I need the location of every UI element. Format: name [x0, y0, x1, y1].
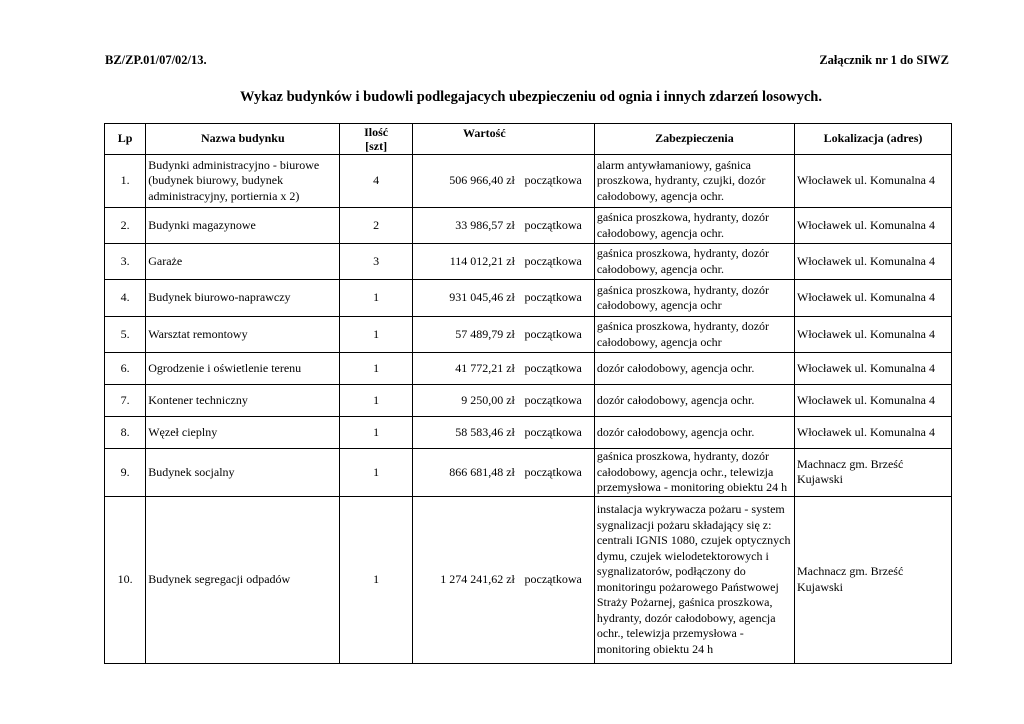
cell-value: 931 045,46 zł [412, 280, 518, 317]
col-header-name: Nazwa budynku [146, 124, 340, 155]
table-row [105, 385, 952, 417]
buildings-table [104, 123, 952, 664]
cell-location: Włocławek ul. Komunalna 4 [795, 417, 952, 449]
cell-location: Machnacz gm. Brześć Kujawski [795, 449, 952, 497]
cell-security: gaśnica proszkowa, hydranty, dozór całodobowy, agencja ochr [594, 317, 794, 353]
cell-value: 58 583,46 zł [412, 417, 518, 449]
cell-qty: 2 [340, 208, 412, 244]
cell-security: gaśnica proszkowa, hydranty, dozór całodobowy, agencja ochr. [594, 208, 794, 244]
cell-value: 506 966,40 zł [412, 155, 518, 208]
document-reference: BZ/ZP.01/07/02/13. [105, 53, 207, 67]
cell-security: dozór całodobowy, agencja ochr. [594, 353, 794, 385]
cell-value-type: początkowa [518, 317, 594, 353]
table-row [105, 317, 952, 353]
cell-name: Budynek segregacji odpadów [146, 496, 340, 663]
cell-qty: 1 [340, 449, 412, 497]
cell-security: instalacja wykrywacza pożaru - system sygnalizacji pożaru składający się z: centrali IGNIS 1080, czujek optycznych dymu, czujek wielodetektorowych i sygnalizatorów, podłączony do monitoringu pożarowego Państwowej Straży Pożarnej, gaśnica proszkowa, hydranty, dozór całodobowy, agencja ochr., telewizja przemysłowa - monitoring obiektu 24 h [594, 496, 794, 663]
cell-lp: 4. [105, 280, 146, 317]
cell-lp: 10. [105, 496, 146, 663]
cell-name: Budynki magazynowe [146, 208, 340, 244]
col-header-qty [340, 124, 412, 155]
cell-location: Włocławek ul. Komunalna 4 [795, 244, 952, 280]
cell-name: Garaże [146, 244, 340, 280]
cell-value-type: początkowa [518, 353, 594, 385]
cell-value-type: początkowa [518, 496, 594, 663]
cell-qty: 1 [340, 496, 412, 663]
cell-location: Machnacz gm. Brześć Kujawski [795, 496, 952, 663]
cell-name: Budynek socjalny [146, 449, 340, 497]
table-row [105, 496, 952, 663]
cell-value-type: początkowa [518, 385, 594, 417]
cell-lp: 1. [105, 155, 146, 208]
col-header-lp: Lp [105, 124, 146, 155]
cell-name: Budynki administracyjno - biurowe (budynek biurowy, budynek administracyjny, portiernia x 2) [146, 155, 340, 208]
annex-label: Załącznik nr 1 do SIWZ [819, 53, 949, 67]
cell-lp: 6. [105, 353, 146, 385]
cell-location: Włocławek ul. Komunalna 4 [795, 317, 952, 353]
cell-location: Włocławek ul. Komunalna 4 [795, 155, 952, 208]
cell-qty: 1 [340, 317, 412, 353]
table-row [105, 417, 952, 449]
cell-name: Budynek biurowo-naprawczy [146, 280, 340, 317]
cell-value-type: początkowa [518, 280, 594, 317]
cell-qty: 4 [340, 155, 412, 208]
table-row [105, 155, 952, 208]
cell-value-type: początkowa [518, 449, 594, 497]
col-header-qty-line1: Ilość [364, 125, 389, 139]
cell-name: Węzeł cieplny [146, 417, 340, 449]
col-header-security: Zabezpieczenia [594, 124, 794, 155]
cell-qty: 1 [340, 353, 412, 385]
table-row [105, 449, 952, 497]
cell-security: gaśnica proszkowa, hydranty, dozór całodobowy, agencja ochr. [594, 244, 794, 280]
table-row [105, 353, 952, 385]
cell-lp: 5. [105, 317, 146, 353]
cell-name: Warsztat remontowy [146, 317, 340, 353]
cell-qty: 1 [340, 417, 412, 449]
cell-security: gaśnica proszkowa, hydranty, dozór całodobowy, agencja ochr [594, 280, 794, 317]
cell-name: Ogrodzenie i oświetlenie terenu [146, 353, 340, 385]
cell-value: 57 489,79 zł [412, 317, 518, 353]
cell-location: Włocławek ul. Komunalna 4 [795, 280, 952, 317]
table-row [105, 280, 952, 317]
cell-value: 33 986,57 zł [412, 208, 518, 244]
cell-qty: 3 [340, 244, 412, 280]
cell-security: dozór całodobowy, agencja ochr. [594, 385, 794, 417]
cell-value: 866 681,48 zł [412, 449, 518, 497]
cell-lp: 7. [105, 385, 146, 417]
cell-value-type: początkowa [518, 244, 594, 280]
cell-security: gaśnica proszkowa, hydranty, dozór całodobowy, agencja ochr., telewizja przemysłowa - monitoring obiektu 24 h [594, 449, 794, 497]
cell-value: 41 772,21 zł [412, 353, 518, 385]
cell-value: 1 274 241,62 zł [412, 496, 518, 663]
cell-name: Kontener techniczny [146, 385, 340, 417]
cell-value-type: początkowa [518, 417, 594, 449]
page-title: Wykaz budynków i budowli podlegajacych ubezpieczeniu od ognia i innych zdarzeń losowych. [240, 89, 822, 105]
cell-location: Włocławek ul. Komunalna 4 [795, 385, 952, 417]
cell-security: dozór całodobowy, agencja ochr. [594, 417, 794, 449]
col-header-qty-line2: [szt] [365, 139, 388, 153]
cell-value: 114 012,21 zł [412, 244, 518, 280]
cell-qty: 1 [340, 280, 412, 317]
table-header-row [105, 124, 952, 155]
cell-lp: 2. [105, 208, 146, 244]
cell-lp: 8. [105, 417, 146, 449]
cell-lp: 3. [105, 244, 146, 280]
col-header-value: Wartość [412, 124, 594, 155]
cell-qty: 1 [340, 385, 412, 417]
cell-value-type: początkowa [518, 155, 594, 208]
table-row [105, 208, 952, 244]
cell-location: Włocławek ul. Komunalna 4 [795, 353, 952, 385]
col-header-location: Lokalizacja (adres) [795, 124, 952, 155]
table-row [105, 244, 952, 280]
cell-value-type: początkowa [518, 208, 594, 244]
cell-security: alarm antywłamaniowy, gaśnica proszkowa, hydranty, czujki, dozór całodobowy, agencja ochr. [594, 155, 794, 208]
cell-value: 9 250,00 zł [412, 385, 518, 417]
cell-location: Włocławek ul. Komunalna 4 [795, 208, 952, 244]
cell-lp: 9. [105, 449, 146, 497]
